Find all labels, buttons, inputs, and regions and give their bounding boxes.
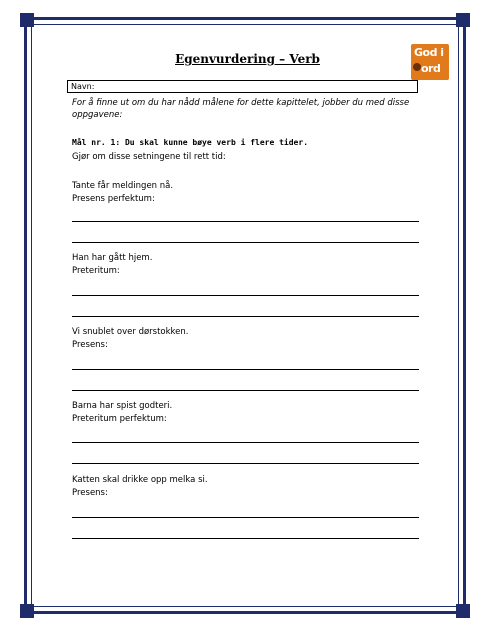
answer-line[interactable]: [72, 295, 419, 296]
logo: [411, 44, 449, 80]
exercise-tense: Preteritum:: [72, 266, 120, 276]
border-corner: [456, 604, 470, 618]
answer-line[interactable]: [72, 221, 419, 222]
exercise-1: [72, 180, 173, 206]
answer-line[interactable]: [72, 242, 419, 243]
logo-line1: God i: [414, 46, 444, 59]
instruction-text: Gjør om disse setningene til rett tid:: [72, 152, 226, 162]
exercise-3: [72, 326, 189, 352]
title-sub: Verb: [289, 52, 320, 66]
answer-line[interactable]: [72, 390, 419, 391]
exercise-tense: Presens:: [72, 488, 108, 498]
exercise-sentence: Han har gått hjem.: [72, 253, 153, 263]
exercise-5: [72, 474, 208, 500]
answer-line[interactable]: [72, 369, 419, 370]
border-corner: [20, 13, 34, 27]
border-corner: [456, 13, 470, 27]
exercise-sentence: Vi snublet over dørstokken.: [72, 327, 189, 337]
name-label: Navn:: [71, 82, 95, 91]
logo-line2: ord: [421, 62, 441, 75]
title-dash: –: [275, 52, 290, 66]
exercise-sentence: Barna har spist godteri.: [72, 401, 173, 411]
answer-line[interactable]: [72, 463, 419, 464]
answer-line[interactable]: [72, 538, 419, 539]
answer-line[interactable]: [72, 517, 419, 518]
exercise-4: [72, 400, 172, 426]
exercise-tense: Presens:: [72, 340, 108, 350]
answer-line[interactable]: [72, 316, 419, 317]
answer-line[interactable]: [72, 442, 419, 443]
exercise-tense: Preteritum perfektum:: [72, 414, 167, 424]
exercise-sentence: Katten skal drikke opp melka si.: [72, 475, 208, 485]
logo-figure-icon: [413, 63, 421, 71]
exercise-sentence: Tante får meldingen nå.: [72, 181, 174, 191]
intro-text: For å finne ut om du har nådd målene for dette kapittelet, jobber du med disse oppgavene:: [72, 98, 410, 120]
exercise-tense: Presens perfektum:: [72, 194, 155, 204]
border-corner: [20, 604, 34, 618]
goal-heading: Mål nr. 1: Du skal kunne bøye verb i flere tider.: [72, 138, 309, 147]
name-field[interactable]: [67, 80, 418, 93]
title-main: Egenvurdering: [175, 52, 275, 66]
exercise-2: [72, 252, 152, 278]
